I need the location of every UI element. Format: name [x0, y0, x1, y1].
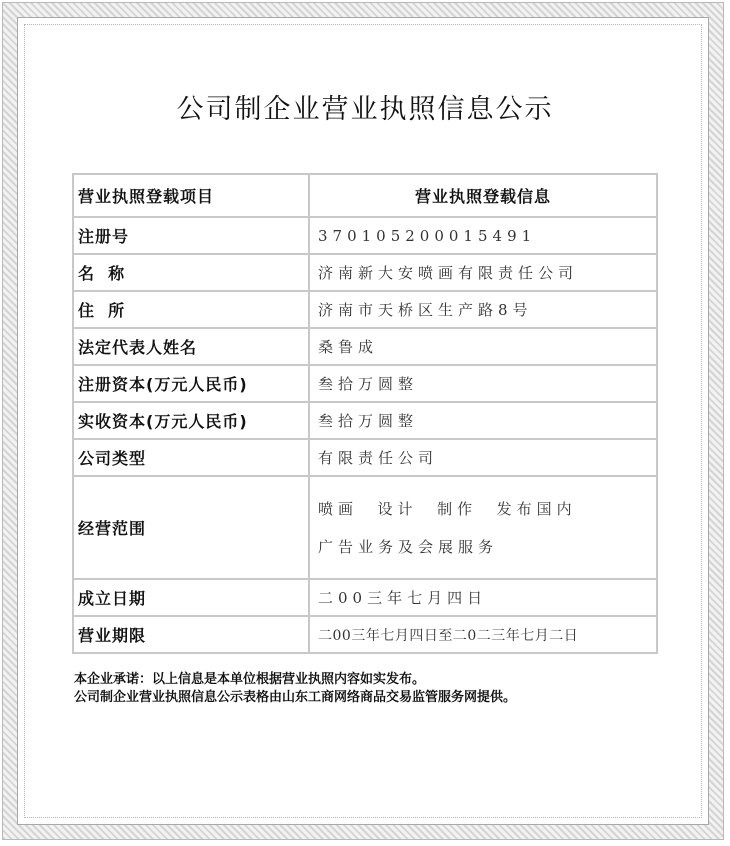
row-label-paid-capital: 实收资本(万元人民币) — [73, 402, 309, 439]
row-value-paid-capital: 叁拾万圆整 — [309, 402, 657, 439]
row-value-reg-no: 370105200015491 — [309, 217, 657, 254]
row-label-address: 住 所 — [73, 291, 309, 328]
scope-line-1: 喷画 设计 制作 发布国内 — [318, 499, 577, 518]
license-info-table — [72, 173, 658, 654]
row-value-established: 二00三年七月四日 — [309, 579, 657, 616]
row-label-business-scope: 经营范围 — [73, 476, 309, 579]
table-row — [73, 217, 657, 254]
table-row — [73, 291, 657, 328]
row-label-company-type: 公司类型 — [73, 439, 309, 476]
row-value-business-scope — [309, 476, 657, 579]
row-label-established: 成立日期 — [73, 579, 309, 616]
row-value-name: 济南新大安喷画有限责任公司 — [309, 254, 657, 291]
header-item: 营业执照登载项目 — [73, 174, 309, 217]
row-value-company-type: 有限责任公司 — [309, 439, 657, 476]
table-row — [73, 579, 657, 616]
table-row — [73, 616, 657, 653]
header-info: 营业执照登载信息 — [309, 174, 657, 217]
row-label-term: 营业期限 — [73, 616, 309, 653]
scope-line-2: 广告业务及会展服务 — [318, 537, 499, 556]
table-row — [73, 365, 657, 402]
row-label-legal-rep: 法定代表人姓名 — [73, 328, 309, 365]
row-label-reg-no: 注册号 — [73, 217, 309, 254]
row-value-address: 济南市天桥区生产路8号 — [309, 291, 657, 328]
table-row — [73, 439, 657, 476]
table-row — [73, 476, 657, 579]
page-title: 公司制企业营业执照信息公示 — [176, 94, 554, 125]
footnote-commitment: 本企业承诺：以上信息是本单位根据营业执照内容如实发布。 — [74, 672, 426, 687]
table-row — [73, 254, 657, 291]
table-row — [73, 328, 657, 365]
footnote-provider: 公司制企业营业执照信息公示表格由山东工商网络商品交易监管服务网提供。 — [74, 690, 517, 705]
row-value-legal-rep: 桑鲁成 — [309, 328, 657, 365]
table-header-row — [73, 174, 657, 217]
row-label-registered-capital: 注册资本(万元人民币) — [73, 365, 309, 402]
row-label-name: 名 称 — [73, 254, 309, 291]
row-value-term: 二00三年七月四日至二0二三年七月二日 — [309, 616, 657, 653]
table-row — [73, 402, 657, 439]
row-value-registered-capital: 叁拾万圆整 — [309, 365, 657, 402]
footnotes — [74, 671, 674, 707]
